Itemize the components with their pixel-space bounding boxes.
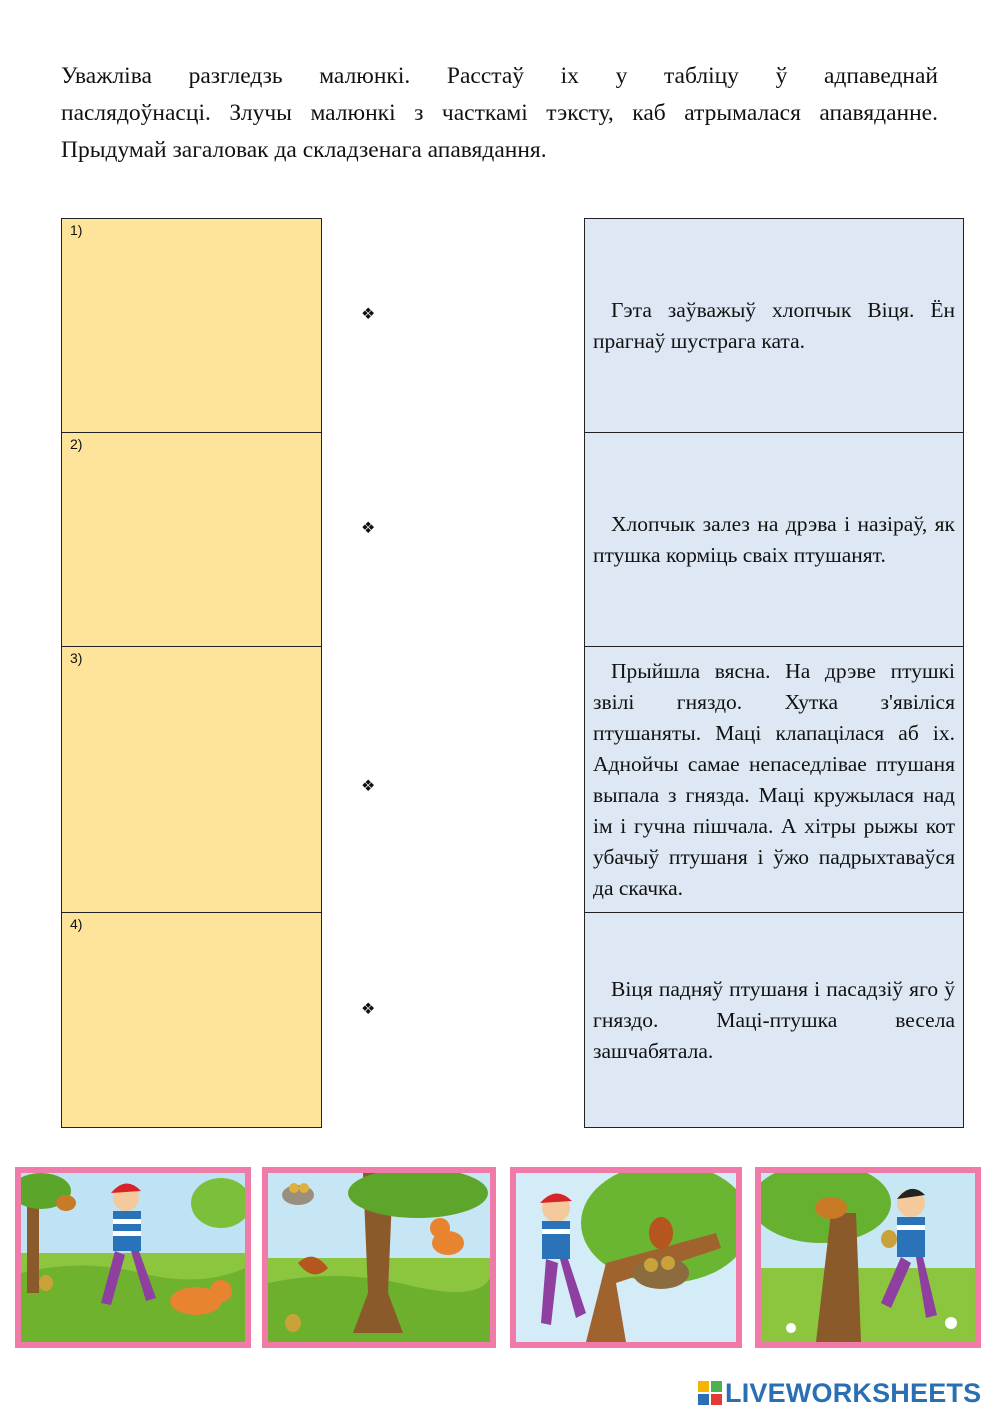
story-cell-2[interactable] xyxy=(584,433,964,647)
cell-number: 1) xyxy=(70,222,83,238)
match-point-4[interactable]: ❖ xyxy=(361,1001,376,1018)
story-text: Гэта заўважыў хлопчык Віця. Ён прагнаў шустрага ката. xyxy=(593,297,955,353)
cat-stalking-chick-picture[interactable] xyxy=(262,1167,496,1348)
instructions xyxy=(61,58,938,169)
drop-cell-3[interactable] xyxy=(61,647,322,913)
match-point-1[interactable]: ❖ xyxy=(361,306,376,323)
liveworksheets-logo-icon xyxy=(697,1380,723,1406)
brand-text: LIVEWORKSHEETS xyxy=(725,1377,982,1408)
liveworksheets-brand xyxy=(697,1376,981,1410)
boy-watching-nest-picture[interactable] xyxy=(510,1167,742,1348)
story-cell-4[interactable] xyxy=(584,913,964,1128)
drop-cell-4[interactable] xyxy=(61,913,322,1128)
instructions-line-3: Прыдумай загаловак да складзенага апавядання. xyxy=(61,137,547,163)
cell-number: 3) xyxy=(70,650,83,666)
drop-cell-2[interactable] xyxy=(61,433,322,647)
cell-number: 4) xyxy=(70,916,83,932)
instructions-line-1: Уважліва разгледзь малюнкі. Расстаў іх у табліцу ў адпаведнай xyxy=(61,63,938,89)
match-point-2[interactable]: ❖ xyxy=(361,520,376,537)
story-cell-1[interactable] xyxy=(584,218,964,433)
picture-drop-column xyxy=(61,218,322,1128)
story-text: Віця падняў птушаня і пасадзіў яго ў гняздо. Маці-птушка весела зашчабятала. xyxy=(593,976,955,1063)
boy-chasing-cat-picture[interactable] xyxy=(15,1167,251,1348)
instructions-line-2: паслядоўнасці. Злучы малюнкі з часткамі тэксту, каб атрымалася апавяданне. xyxy=(61,100,938,126)
story-text: Хлопчык залез на дрэва і назіраў, як птушка корміць сваіх птушанят. xyxy=(593,511,955,567)
story-text-column xyxy=(584,218,964,1128)
boy-returning-chick-picture[interactable] xyxy=(755,1167,981,1348)
story-cell-3[interactable] xyxy=(584,647,964,913)
cell-number: 2) xyxy=(70,436,83,452)
story-text: Прыйшла вясна. На дрэве птушкі звілі гняздо. Хутка з'явіліся птушаняты. Маці клапацілася аб іх. Аднойчы самае непаседлівае птушаня выпала з гнязда. Маці кружылася над ім і гучна пішчала. А хітры рыжы кот убачыў птушаня і ўжо падрыхтаваўся да скачка. xyxy=(593,658,955,900)
match-point-3[interactable]: ❖ xyxy=(361,778,376,795)
drop-cell-1[interactable] xyxy=(61,218,322,433)
